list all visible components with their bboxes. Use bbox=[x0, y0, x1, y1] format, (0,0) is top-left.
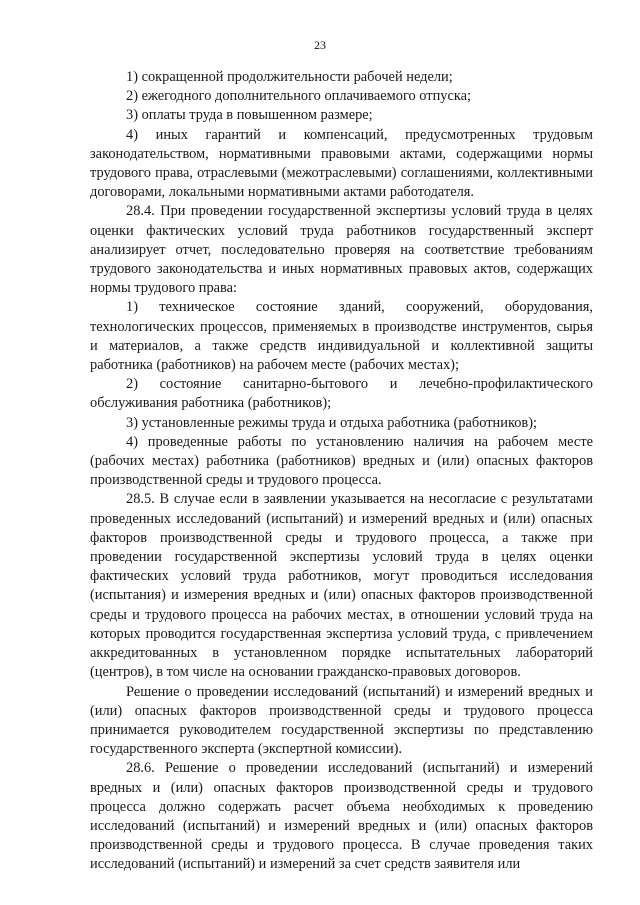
list-item-additional-leave: 2) ежегодного дополнительного оплачиваемого отпуска; bbox=[126, 88, 472, 105]
list-item-work-rest-regime: 3) установленные режимы труда и отдыха работника (работников); bbox=[126, 414, 537, 431]
list-item-increased-pay: 3) оплаты труда в повышенном размере; bbox=[126, 107, 373, 124]
clause-28-6: 28.6. Решение о проведении исследований (испытаний) и измерений вредных и (или) опасных факторов производственной среды и трудового процесса должно содержать расчет объема необходимых к проведению исследований (испытаний) и измерений вредных и (или) опасных факторов производственной среды и трудового процесса. В случае проведения таких исследований (испытаний) и измерений за счет средств заявителя или bbox=[90, 760, 593, 873]
list-item-other-guarantees: 4) иных гарантий и компенсаций, предусмотренных трудовым законодательством, нормативными правовыми актами, содержащими нормы трудового права, отраслевыми (межотраслевыми) соглашениями, коллективными договорами, локальными нормативными актами работодателя. bbox=[90, 126, 593, 201]
clause-28-4: 28.4. При проведении государственной экспертизы условий труда в целях оценки фактических условий труда работников государственный эксперт анализирует отчет, последовательно проверяя на соответствие требованиям трудового законодательства и иных нормативных правовых актов, содержащих нормы трудового права: bbox=[90, 203, 593, 297]
document-body bbox=[90, 68, 593, 875]
paragraph-decision: Решение о проведении исследований (испытаний) и измерений вредных и (или) опасных факторов производственной среды и трудового процесса принимается руководителем государственной экспертизы по представлению государственного эксперта (экспертной комиссии). bbox=[90, 683, 593, 758]
list-item-hazard-factors-work: 4) проведенные работы по установлению наличия на рабочем месте (рабочих местах) работника (работников) вредных и (или) опасных факторов производственной среды и трудового процесса. bbox=[90, 433, 593, 489]
list-item-shortened-workweek: 1) сокращенной продолжительности рабочей недели; bbox=[126, 69, 453, 85]
clause-28-5: 28.5. В случае если в заявлении указывается на несогласие с результатами проведенных исследований (испытаний) и измерений вредных и (или) опасных факторов производственной среды и трудового процесса, а также при проведении государственной экспертизы условий труда в целях оценки фактических условий труда работников, могут проводиться исследования (испытания) и измерения вредных и (или) опасных факторов производственной среды и трудового процесса на рабочих местах, в отношении условий труда на которых проводится государственная экспертиза условий труда, с привлечением аккредитованных в установленном порядке испытательных лабораторий (центров), в том числе на основании гражданско-правовых договоров. bbox=[90, 491, 593, 681]
list-item-sanitary-service: 2) состояние санитарно-бытового и лечебно-профилактического обслуживания работника (работников); bbox=[90, 376, 593, 412]
page-number: 23 bbox=[314, 38, 326, 52]
list-item-technical-condition: 1) техническое состояние зданий, сооружений, оборудования, технологических процессов, применяемых в производстве инструментов, сырья и материалов, а также средств индивидуальной и коллективной защиты работника (работников) на рабочем месте (рабочих местах); bbox=[90, 299, 593, 374]
